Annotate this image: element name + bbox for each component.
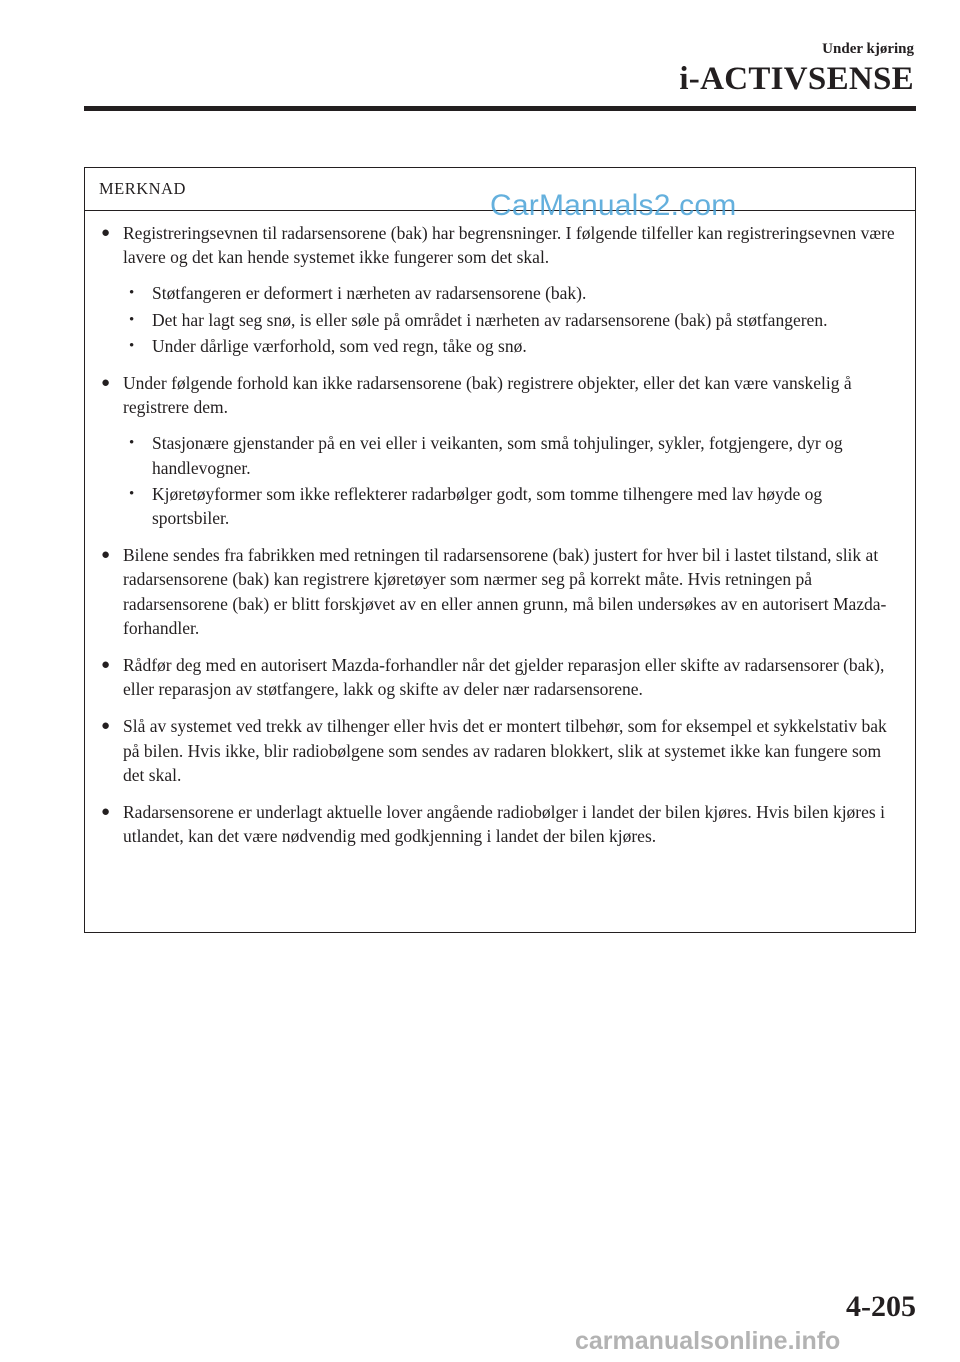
bullet-icon: ● bbox=[101, 225, 111, 241]
watermark-logo[interactable]: CarManuals2.com bbox=[490, 189, 737, 222]
note-title: MERKNAD bbox=[85, 168, 915, 211]
note-item bbox=[101, 543, 899, 640]
sub-bullet-icon: • bbox=[129, 285, 135, 302]
sub-item bbox=[123, 431, 899, 479]
note-box bbox=[84, 167, 916, 933]
bullet-icon: ● bbox=[101, 718, 111, 735]
sub-item bbox=[123, 308, 899, 332]
note-item bbox=[101, 371, 899, 530]
page-header bbox=[679, 40, 914, 98]
note-body bbox=[85, 211, 915, 848]
sub-bullet-icon: • bbox=[129, 485, 135, 502]
note-item-text: Slå av systemet ved trekk av tilhenger eller hvis det er montert tilbehør, som for eksempel et sykkelstativ bak på bilen. Hvis ikke, blir radiobølgene som sendes av radaren blokkert, slik at systemet ikke kan fungere som det skal. bbox=[123, 716, 887, 785]
sub-item-text: Det har lagt seg snø, is eller søle på området i nærheten av radarsensorene (bak) på støtfangeren. bbox=[152, 309, 828, 330]
note-item-text: Radarsensorene er underlagt aktuelle lover angående radiobølger i landet der bilen kjøres. Hvis bilen kjøres i utlandet, kan det være nødvendig med godkjenning i landet der bilen kjøres. bbox=[123, 802, 885, 847]
bullet-icon: ● bbox=[101, 547, 111, 564]
sub-item-text: Kjøretøyformer som ikke reflekterer radarbølger godt, som tomme tilhengere med lav høyde og sportsbiler. bbox=[152, 483, 823, 529]
note-item-text: Registreringsevnen til radarsensorene (bak) har begrensninger. I følgende tilfeller kan registreringsevnen være lavere og det kan hende systemet ikke fungerer som det skal. bbox=[123, 223, 895, 268]
section-title: Under kjøring bbox=[822, 41, 914, 57]
sub-bullet-icon: • bbox=[129, 435, 135, 452]
header-rule bbox=[84, 106, 916, 111]
note-item bbox=[101, 714, 899, 787]
bullet-icon: ● bbox=[101, 375, 111, 392]
footer-watermark[interactable]: carmanualsonline.info bbox=[575, 1327, 841, 1355]
note-item bbox=[101, 800, 899, 848]
note-item-text: Under følgende forhold kan ikke radarsensorene (bak) registrere objekter, eller det kan være vanskelig å registrere dem. bbox=[123, 373, 852, 418]
sub-item bbox=[123, 482, 899, 530]
note-item bbox=[101, 221, 899, 358]
bullet-icon: ● bbox=[101, 657, 111, 674]
sub-bullet-icon: • bbox=[129, 311, 135, 328]
page-number: 4-205 bbox=[846, 1290, 916, 1323]
note-item-text: Bilene sendes fra fabrikken med retningen til radarsensorene (bak) justert for hver bil i lastet tilstand, slik at radarsensorene (bak) kan registrere kjøretøyer som nærmer seg på korrekt måte. Hvis retningen på radarsensorene (bak) er blitt forskjøvet av en eller annen grunn, må bilen undersøkes av en autorisert Mazda-forhandler. bbox=[123, 545, 887, 638]
note-item-text: Rådfør deg med en autorisert Mazda-forhandler når det gjelder reparasjon eller skifte av radarsensorer (bak), eller reparasjon av støtfangere, lakk og skifte av deler nær radarsensorene. bbox=[123, 655, 885, 700]
chapter-title: i-ACTIVSENSE bbox=[679, 61, 914, 97]
sub-item bbox=[123, 281, 899, 305]
sub-list bbox=[123, 281, 899, 358]
sub-item-text: Under dårlige værforhold, som ved regn, tåke og snø. bbox=[152, 335, 527, 356]
sub-item-text: Stasjonære gjenstander på en vei eller i veikanten, som små tohjulinger, sykler, fotgjengere, dyr og handlevogner. bbox=[152, 433, 843, 478]
sub-list bbox=[123, 431, 899, 530]
bullet-icon: ● bbox=[101, 804, 111, 821]
sub-item bbox=[123, 334, 899, 358]
note-item bbox=[101, 653, 899, 701]
sub-item-text: Støtfangeren er deformert i nærheten av radarsensorene (bak). bbox=[152, 283, 587, 304]
sub-bullet-icon: • bbox=[129, 337, 135, 354]
